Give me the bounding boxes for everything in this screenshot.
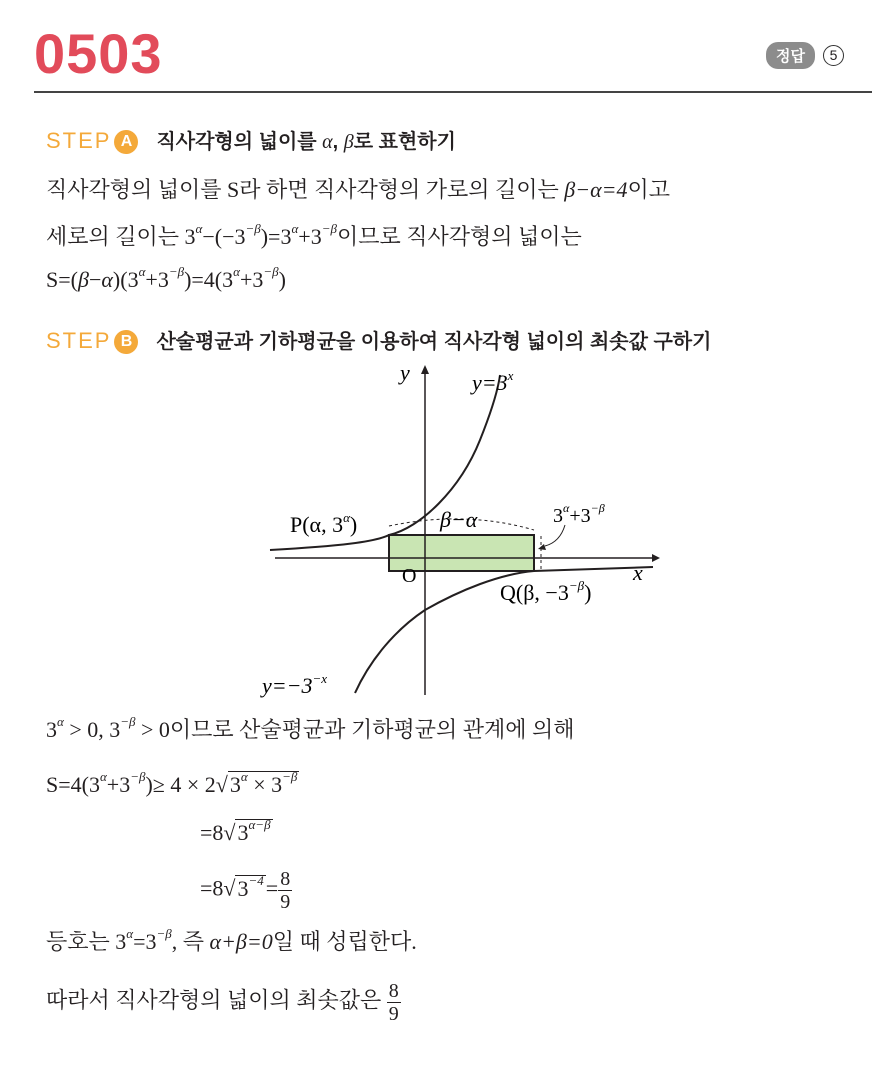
step-a-title: 직사각형의 넓이를 α, β로 표현하기 [156,131,456,153]
am-gm-line-1: $S=4(3^\alpha+3^{-\beta})\ge 4 \times 2√3^\alpha \times 3^{-\beta}$ [46,769,298,797]
origin-label: O [402,565,417,587]
point-p-label: P(α, $3^\alpha$) [290,510,358,537]
height-arrowhead [538,544,546,550]
point-q-label: Q(β, $-3^{-\beta}$) [500,578,592,605]
am-gm-line-2: $=8√3^{\alpha-\beta}$ [200,817,271,845]
area-formula: $S=(\beta-\alpha)(3^\alpha+3^{-\beta})=4(3^\alpha+3^{-\beta})$ [46,264,286,292]
final-fraction: $\frac{8}{9}$ [388,980,399,1025]
step-b-title: 산술평균과 기하평균을 이용하여 직사각형 넓이의 최솟값 구하기 [156,331,712,353]
curve-top-label: $y=3^x$ [472,368,514,395]
answer-box [766,42,844,69]
y-axis-arrow [421,365,429,374]
problem-number: 0503 [34,22,163,85]
x-axis-label: x [633,560,643,585]
step-letter-badge: A [114,130,138,154]
step-letter-badge: B [114,330,138,354]
equality-condition: 등호는 $3^\alpha=3^{-\beta}$, 즉 α+β=0일 때 성립한다. [46,926,417,954]
step-a-line-1: 직사각형의 넓이를 S라 하면 직사각형의 가로의 길이는 β−α=4이고 [46,177,670,202]
height-arrow [545,525,565,546]
fraction-8-9: $\frac{8}{9}$ [280,868,291,913]
height-label: $3^\alpha+3^{-\beta}$ [553,501,605,527]
graph [0,360,894,700]
step-word: STEP [46,128,112,153]
am-gm-line-3: $=8√3^{-4}=$ $\frac{8}{9}$ [200,868,291,913]
step-b-header [46,325,711,354]
step-a-line-2: 세로의 길이는 $3^\alpha-(-3^{-\beta})=3^\alpha+3^{-\beta}$이므로 직사각형의 넓이는 [46,221,582,249]
answer-circle-value: 5 [823,45,844,66]
curve-bottom-label: $y=-3^{-x}$ [262,671,328,698]
y-axis-label: y [400,360,410,385]
answer-badge: 정답 [766,42,815,69]
step-a-header [46,125,456,154]
x-axis-arrow [652,554,660,562]
width-label: β−α [440,507,478,532]
final-answer-line: 따라서 직사각형의 넓이의 최솟값은 $\frac{8}{9}$ [46,980,399,1025]
step-word: STEP [46,328,112,353]
header-rule [34,91,872,93]
positivity-condition: $3^\alpha > 0$, $3^{-\beta} > 0$이므로 산술평균과 기하평균의 관계에 의해 [46,714,575,742]
